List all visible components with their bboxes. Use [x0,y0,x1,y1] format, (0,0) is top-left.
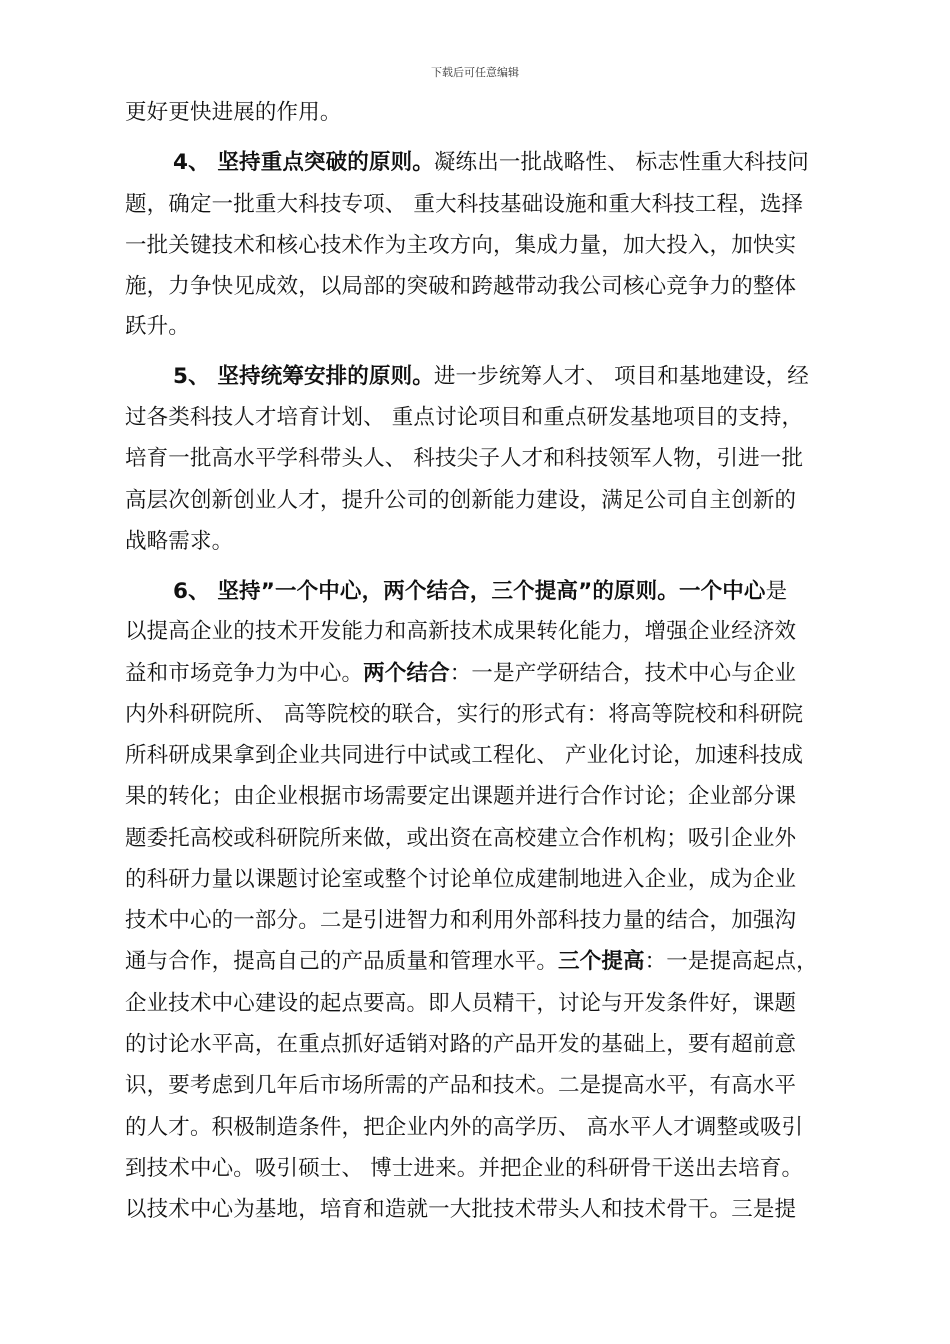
text-line [125,403,803,433]
text-segment: 以技术中心为基地，培育和造就一大批技术带头人和技术骨干。三是提 [125,1197,797,1222]
text-segment: 的科研力量以课题讨论室或整个讨论单位成建制地进入企业，成为企业 [125,867,797,892]
text-segment: 到技术中心。吸引硕士、 博士进来。并把企业的科研骨干送出去培育。 [125,1156,804,1181]
text-segment: 通与合作，提高自己的产品质量和管理水平。 [125,949,559,974]
text-segment: 跃升。 [125,314,190,339]
text-segment: 更好更快进展的作用。 [125,100,342,125]
text-segment: ：一是产学研结合，技术中心与企业 [449,661,797,686]
text-line [125,527,233,557]
text-segment: 的人才。积极制造条件，把企业内外的高学历、 高水平人才调整或吸引 [125,1115,804,1140]
text-line [125,741,803,771]
text-segment: 战略需求。 [125,529,234,554]
text-line [125,486,796,516]
text-segment: 企业技术中心建设的起点要高。即人员精干，讨论与开发条件好，课题 [125,991,797,1016]
text-segment: 是 [765,579,788,604]
text-segment: 题委托高校或科研院所来做，或出资在高校建立合作机构；吸引企业外 [125,826,797,851]
bold-text-segment: 三个提高 [558,949,645,974]
text-line [173,362,809,392]
text-segment: 过各类科技人才培育计划、 重点讨论项目和重点研发基地项目的支持， [125,405,804,430]
text-segment: 高层次创新创业人才，提升公司的创新能力建设，满足公司自主创新的 [125,488,797,513]
text-line [125,947,818,977]
text-line [173,577,787,607]
text-segment: 所科研成果拿到企业共同进行中试或工程化、 产业化讨论，加速科技成 [125,743,804,768]
text-line [125,312,190,342]
text-line [125,700,803,730]
text-line [125,617,796,647]
page-header: 下载后可任意编辑 [431,66,519,79]
text-line [125,865,796,895]
bold-text-segment: 4、 坚持重点突破的原则。 [173,150,434,175]
bold-text-segment: 6、 坚持”一个中心，两个结合，三个提高”的原则。一个中心 [173,579,766,604]
text-segment: ：一是提高起点， [644,949,818,974]
text-line [125,1071,796,1101]
text-segment: 益和市场竞争力为中心。 [125,661,364,686]
text-segment: 识，要考虑到几年后市场所需的产品和技术。二是提高水平，有高水平 [125,1073,797,1098]
text-segment: 技术中心的一部分。二是引进智力和利用外部科技力量的结合，加强沟 [125,908,797,933]
text-segment: 题，确定一批重大科技专项、 重大科技基础设施和重大科技工程，选择 [125,192,804,217]
text-segment: 进一步统筹人才、 项目和基地建设，经 [433,364,809,389]
text-segment: 内外科研院所、 高等院校的联合，实行的形式有：将高等院校和科研院 [125,702,804,727]
text-line [125,231,796,261]
text-line [125,1154,803,1184]
text-line [125,98,342,128]
text-segment: 果的转化；由企业根据市场需要定出课题并进行合作讨论；企业部分课 [125,784,797,809]
text-line [125,190,803,220]
text-line [125,906,796,936]
text-segment: 施，力争快见成效，以局部的突破和跨越带动我公司核心竞争力的整体 [125,274,797,299]
text-line [125,1195,796,1225]
text-segment: 一批关键技术和核心技术作为主攻方向，集成力量，加大投入，加快实 [125,233,797,258]
text-line [125,444,803,474]
bold-text-segment: 5、 坚持统筹安排的原则。 [173,364,434,389]
text-segment: 的讨论水平高，在重点抓好适销对路的产品开发的基础上，要有超前意 [125,1032,797,1057]
text-line [125,782,796,812]
text-line [125,989,796,1019]
text-segment: 以提高企业的技术开发能力和高新技术成果转化能力，增强企业经济效 [125,619,797,644]
text-line [125,1113,803,1143]
text-line [125,659,796,689]
text-segment: 凝练出一批战略性、 标志性重大科技问 [433,150,809,175]
text-line [173,148,809,178]
text-line [125,272,796,302]
bold-text-segment: 两个结合 [363,661,450,686]
text-line [125,1030,796,1060]
text-segment: 培育一批高水平学科带头人、 科技尖子人才和科技领军人物，引进一批 [125,446,804,471]
text-line [125,824,796,854]
